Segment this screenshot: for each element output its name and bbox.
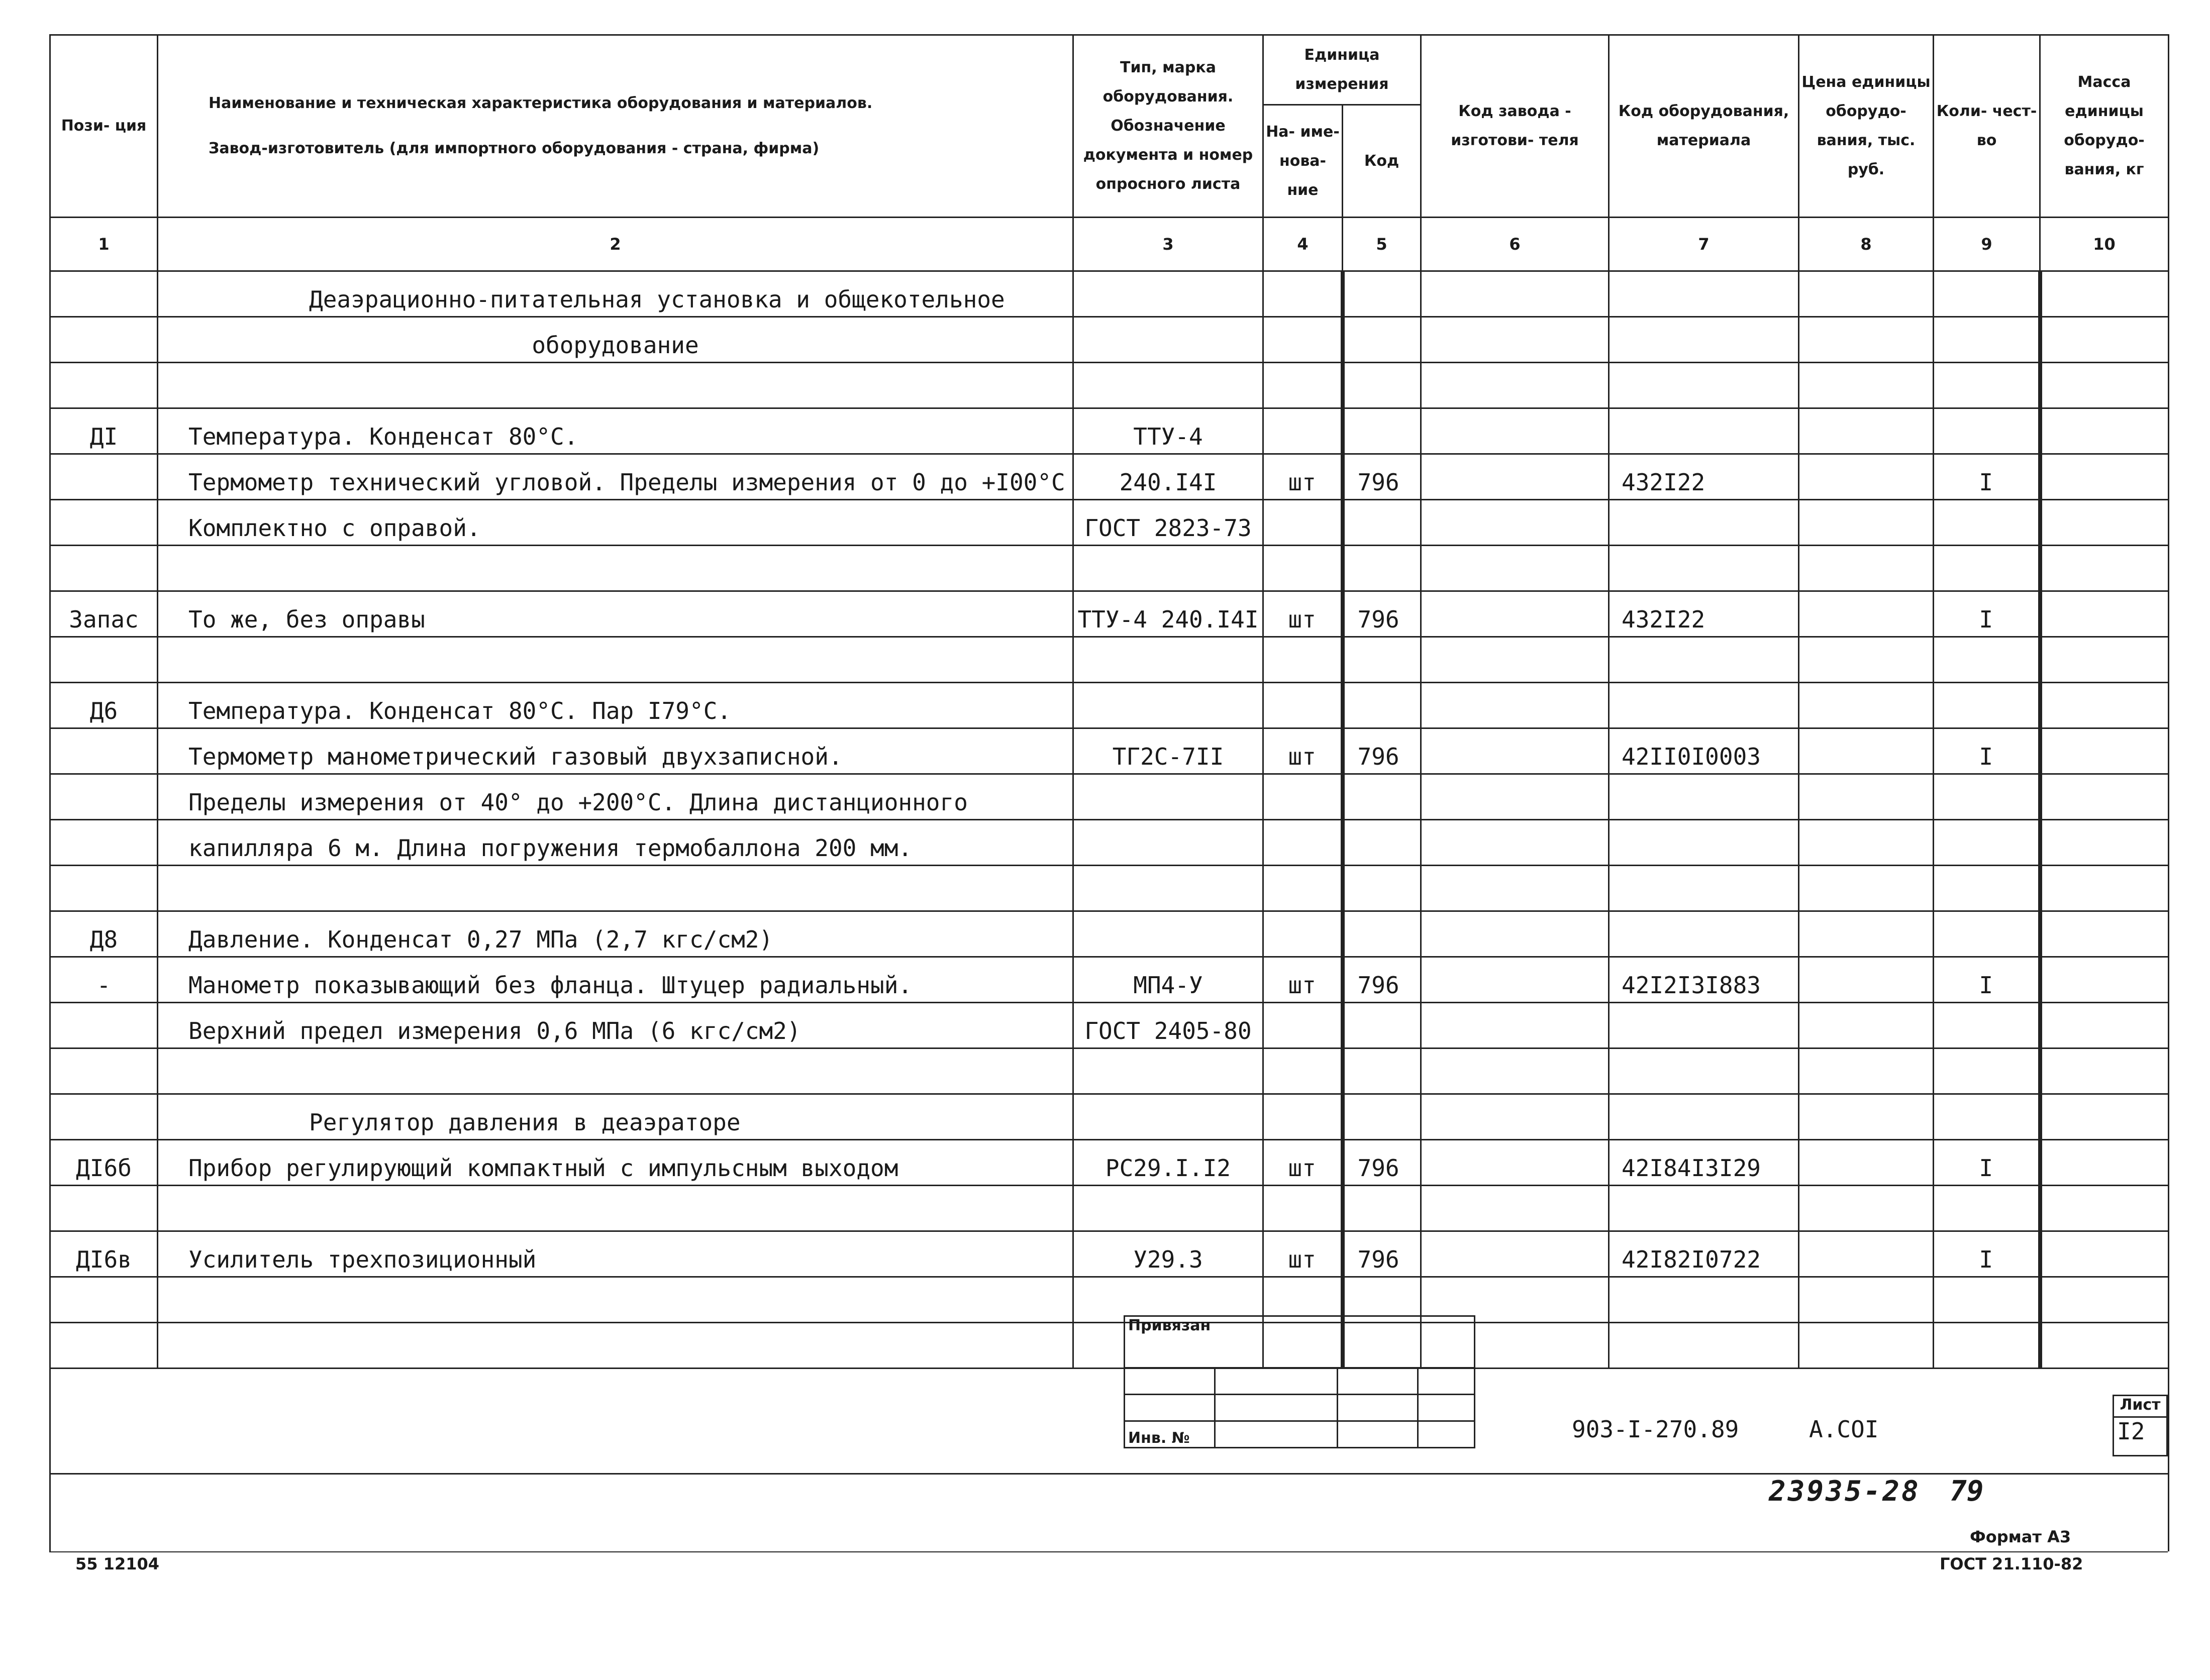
cell-equip [1609,363,1799,408]
header-unit-group: Единица измерения [1263,35,1421,105]
colnum-9: 9 [1934,218,2040,271]
cell-name: Термометр манометрический газовый двухзаписной. [158,728,1073,774]
document-code: 903-I-270.89 [1572,1416,1739,1443]
cell-mass [2040,1277,2169,1323]
cell-plant [1421,591,1609,637]
cell-qty [1934,1323,2040,1369]
cell-type: ТТУ-4 [1073,408,1263,454]
header-quantity: Коли- чест- во [1934,35,2040,218]
left-code: 55 12104 [75,1554,159,1573]
cell-equip [1609,866,1799,911]
cell-pos [50,454,158,500]
cell-qty [1934,911,2040,957]
cell-pos [50,774,158,820]
cell-equip [1609,911,1799,957]
colnum-10: 10 [2040,218,2169,271]
cell-unit [1263,500,1343,546]
cell-mass [2040,1140,2169,1186]
cell-type [1073,866,1263,911]
cell-code [1343,500,1421,546]
cell-name [158,546,1073,591]
cell-name: оборудование [158,317,1073,363]
cell-price [1799,1186,1934,1231]
cell-qty: I [1934,1231,2040,1277]
table-row [50,1048,2169,1094]
cell-mass [2040,1048,2169,1094]
cell-name [158,1277,1073,1323]
cell-plant [1421,1140,1609,1186]
cell-code [1343,637,1421,683]
cell-plant [1421,728,1609,774]
table-row [50,1186,2169,1231]
table-row [50,1094,2169,1140]
cell-code [1343,1048,1421,1094]
cell-name [158,1186,1073,1231]
header-price: Цена единицы оборудо- вания, тыс. руб. [1799,35,1934,218]
cell-unit [1263,1048,1343,1094]
cell-qty: I [1934,728,2040,774]
cell-type [1073,820,1263,866]
cell-code [1343,866,1421,911]
cell-mass [2040,911,2169,957]
cell-pos [50,1186,158,1231]
cell-plant [1421,1048,1609,1094]
colnum-8: 8 [1799,218,1934,271]
cell-qty [1934,1048,2040,1094]
cell-name: Температура. Конденсат 80°С. [158,408,1073,454]
cell-qty [1934,820,2040,866]
cell-price [1799,500,1934,546]
table-row [50,1140,2169,1186]
cell-qty [1934,866,2040,911]
cell-type [1073,637,1263,683]
gost-label: ГОСТ 21.110-82 [1940,1554,2083,1573]
cell-plant [1421,1003,1609,1048]
cell-plant [1421,546,1609,591]
cell-price [1799,866,1934,911]
cell-pos: Д6 [50,683,158,728]
colnum-3: 3 [1073,218,1263,271]
cell-code [1343,820,1421,866]
cell-plant [1421,957,1609,1003]
stamp-sheet-block [2113,1395,2168,1456]
cell-pos [50,1094,158,1140]
cell-qty [1934,363,2040,408]
header-plant-code: Код завода - изготови- теля [1421,35,1609,218]
cell-unit [1263,911,1343,957]
cell-mass [2040,408,2169,454]
cell-mass [2040,728,2169,774]
cell-equip: 42I2I3I883 [1609,957,1799,1003]
cell-pos [50,1277,158,1323]
cell-qty [1934,1003,2040,1048]
cell-unit [1263,271,1343,317]
cell-mass [2040,271,2169,317]
cell-mass [2040,1003,2169,1048]
cell-price [1799,1277,1934,1323]
cell-name: Прибор регулирующий компактный с импульсным выходом [158,1140,1073,1186]
cell-mass [2040,637,2169,683]
cell-qty: I [1934,1140,2040,1186]
cell-unit: шт [1263,454,1343,500]
cell-equip [1609,774,1799,820]
cell-mass [2040,820,2169,866]
cell-type: ТГ2С-7II [1073,728,1263,774]
cell-type [1073,546,1263,591]
cell-name: Пределы измерения от 40° до +200°С. Длина дистанционного [158,774,1073,820]
cell-type [1073,1186,1263,1231]
cell-code [1343,1186,1421,1231]
cell-mass [2040,866,2169,911]
cell-price [1799,591,1934,637]
cell-equip [1609,637,1799,683]
cell-pos [50,637,158,683]
table-row [50,500,2169,546]
cell-pos [50,546,158,591]
cell-unit [1263,546,1343,591]
cell-type: ГОСТ 2405-80 [1073,1003,1263,1048]
cell-plant [1421,271,1609,317]
cell-name: Регулятор давления в деаэраторе [158,1094,1073,1140]
cell-type [1073,683,1263,728]
cell-name: Температура. Конденсат 80°С. Пар I79°С. [158,683,1073,728]
cell-name: Термометр технический угловой. Пределы измерения от 0 до +I00°С [158,454,1073,500]
cell-type [1073,271,1263,317]
cell-plant [1421,408,1609,454]
cell-pos [50,317,158,363]
table-row [50,363,2169,408]
colnum-5: 5 [1343,218,1421,271]
cell-equip: 42I84I3I29 [1609,1140,1799,1186]
cell-mass [2040,546,2169,591]
cell-code [1343,911,1421,957]
colnum-2: 2 [158,218,1073,271]
cell-price [1799,1323,1934,1369]
cell-code: 796 [1343,454,1421,500]
cell-qty: I [1934,454,2040,500]
archive-number: 23935-28 [1769,1475,1921,1508]
cell-price [1799,1231,1934,1277]
cell-equip: 432I22 [1609,454,1799,500]
table-row [50,1277,2169,1323]
cell-equip [1609,820,1799,866]
header-equipment-code: Код оборудования, материала [1609,35,1799,218]
cell-unit [1263,820,1343,866]
cell-pos [50,1048,158,1094]
cell-qty: I [1934,957,2040,1003]
cell-price [1799,363,1934,408]
cell-pos [50,500,158,546]
cell-plant [1421,911,1609,957]
cell-unit [1263,774,1343,820]
cell-mass [2040,317,2169,363]
cell-name: Усилитель трехпозиционный [158,1231,1073,1277]
cell-qty [1934,546,2040,591]
cell-type: ГОСТ 2823-73 [1073,500,1263,546]
cell-code: 796 [1343,1231,1421,1277]
cell-equip: 42I82I0722 [1609,1231,1799,1277]
document-suffix: А.СОI [1809,1416,1879,1443]
cell-price [1799,271,1934,317]
cell-code [1343,317,1421,363]
table-row [50,591,2169,637]
footer-line [49,1551,2168,1552]
cell-unit [1263,1186,1343,1231]
cell-plant [1421,774,1609,820]
cell-qty [1934,500,2040,546]
cell-plant [1421,866,1609,911]
cell-equip [1609,408,1799,454]
header-position: Пози- ция [50,35,158,218]
cell-type [1073,774,1263,820]
cell-code: 796 [1343,591,1421,637]
cell-pos: ДI6б [50,1140,158,1186]
cell-unit: шт [1263,1231,1343,1277]
table-row [50,728,2169,774]
colnum-1: 1 [50,218,158,271]
specification-table [49,34,2169,1369]
cell-qty [1934,637,2040,683]
table-row [50,820,2169,866]
cell-type [1073,363,1263,408]
sheet-number: I2 [2114,1417,2167,1456]
header-name-line2: Завод-изготовитель (для импортного оборудования - страна, фирма) [209,140,820,157]
table-row [50,774,2169,820]
cell-code [1343,546,1421,591]
cell-name: Верхний предел измерения 0,6 МПа (6 кгс/см2) [158,1003,1073,1048]
cell-price [1799,454,1934,500]
cell-name: Давление. Конденсат 0,27 МПа (2,7 кгс/см2) [158,911,1073,957]
cell-price [1799,911,1934,957]
cell-mass [2040,683,2169,728]
cell-pos [50,728,158,774]
frame-right-line [2168,1290,2169,1551]
cell-type: РС29.I.I2 [1073,1140,1263,1186]
cell-code: 796 [1343,728,1421,774]
cell-mass [2040,1323,2169,1369]
cell-mass [2040,1094,2169,1140]
cell-type [1073,1094,1263,1140]
cell-qty [1934,317,2040,363]
stamp-inventory-label: Инв. № [1125,1421,1215,1448]
colnum-6: 6 [1421,218,1609,271]
cell-unit [1263,317,1343,363]
cell-code: 796 [1343,957,1421,1003]
cell-name: Манометр показывающий без фланца. Штуцер радиальный. [158,957,1073,1003]
cell-type: ТТУ-4 240.I4I [1073,591,1263,637]
cell-unit [1263,363,1343,408]
cell-price [1799,774,1934,820]
cell-unit [1263,683,1343,728]
cell-price [1799,1094,1934,1140]
cell-unit [1263,866,1343,911]
colnum-7: 7 [1609,218,1799,271]
cell-mass [2040,500,2169,546]
cell-equip [1609,1277,1799,1323]
cell-pos [50,363,158,408]
format-label: Формат А3 [1970,1527,2071,1546]
cell-plant [1421,317,1609,363]
cell-qty [1934,1094,2040,1140]
header-unit-code: Код [1343,105,1421,218]
cell-plant [1421,1094,1609,1140]
cell-equip [1609,500,1799,546]
cell-qty: I [1934,591,2040,637]
cell-plant [1421,454,1609,500]
archive-sheet: 79 [1950,1475,1984,1508]
cell-plant [1421,820,1609,866]
cell-equip: 42II0I0003 [1609,728,1799,774]
header-type: Тип, марка оборудования. Обозначение документа и номер опросного листа [1073,35,1263,218]
cell-price [1799,1003,1934,1048]
table-row [50,866,2169,911]
cell-unit: шт [1263,1140,1343,1186]
cell-type [1073,1048,1263,1094]
cell-unit: шт [1263,957,1343,1003]
table-row [50,683,2169,728]
table-row [50,546,2169,591]
header-name-line1: Наименование и техническая характеристика оборудования и материалов. [209,94,873,112]
cell-price [1799,1048,1934,1094]
cell-code [1343,774,1421,820]
table-row [50,1003,2169,1048]
cell-pos: - [50,957,158,1003]
sheet-label: Лист [2114,1396,2167,1417]
cell-mass [2040,774,2169,820]
cell-type [1073,317,1263,363]
cell-price [1799,1140,1934,1186]
cell-price [1799,637,1934,683]
cell-price [1799,820,1934,866]
cell-equip [1609,1186,1799,1231]
cell-qty [1934,683,2040,728]
cell-name: То же, без оправы [158,591,1073,637]
cell-unit [1263,1094,1343,1140]
cell-plant [1421,363,1609,408]
cell-name [158,637,1073,683]
cell-name [158,1048,1073,1094]
cell-mass [2040,1231,2169,1277]
cell-unit [1263,408,1343,454]
table-row [50,1323,2169,1369]
cell-unit [1263,1003,1343,1048]
cell-qty [1934,774,2040,820]
frame-left-line [49,1290,51,1551]
table-row [50,271,2169,317]
cell-equip [1609,317,1799,363]
cell-type: МП4-У [1073,957,1263,1003]
cell-plant [1421,1186,1609,1231]
cell-equip [1609,1048,1799,1094]
stamp-bound-block [1124,1315,1475,1448]
cell-qty [1934,408,2040,454]
cell-equip [1609,1003,1799,1048]
cell-name: Деаэрационно-питательная установка и общекотельное [158,271,1073,317]
cell-plant [1421,683,1609,728]
cell-name: Комплектно с оправой. [158,500,1073,546]
cell-pos [50,866,158,911]
cell-price [1799,957,1934,1003]
cell-type: У29.3 [1073,1231,1263,1277]
table-row [50,637,2169,683]
cell-pos [50,1323,158,1369]
cell-code [1343,1094,1421,1140]
header-unit-name: На- име- нова- ние [1263,105,1343,218]
cell-type: 240.I4I [1073,454,1263,500]
cell-pos: Запас [50,591,158,637]
cell-unit: шт [1263,728,1343,774]
cell-equip [1609,271,1799,317]
cell-pos [50,271,158,317]
cell-pos: ДI6в [50,1231,158,1277]
cell-mass [2040,454,2169,500]
table-row [50,317,2169,363]
cell-mass [2040,1186,2169,1231]
cell-pos: Д8 [50,911,158,957]
table-row [50,1231,2169,1277]
cell-code [1343,408,1421,454]
cell-code: 796 [1343,1140,1421,1186]
table-row [50,454,2169,500]
cell-price [1799,728,1934,774]
cell-code [1343,271,1421,317]
cell-pos [50,1003,158,1048]
cell-price [1799,683,1934,728]
cell-pos: ДI [50,408,158,454]
cell-plant [1421,637,1609,683]
table-row [50,408,2169,454]
cell-unit: шт [1263,591,1343,637]
cell-name [158,363,1073,408]
cell-unit [1263,637,1343,683]
cell-equip [1609,546,1799,591]
cell-equip [1609,1094,1799,1140]
cell-name [158,866,1073,911]
cell-mass [2040,957,2169,1003]
cell-price [1799,546,1934,591]
table-row [50,911,2169,957]
cell-qty [1934,1186,2040,1231]
cell-qty [1934,1277,2040,1323]
stamp-bound-label: Привязан [1125,1316,1475,1368]
cell-mass [2040,591,2169,637]
cell-pos [50,820,158,866]
cell-type [1073,911,1263,957]
cell-price [1799,317,1934,363]
cell-plant [1421,1231,1609,1277]
cell-plant [1421,500,1609,546]
cell-price [1799,408,1934,454]
frame-bottom-line [49,1473,2168,1475]
cell-code [1343,683,1421,728]
cell-equip [1609,1323,1799,1369]
cell-equip [1609,683,1799,728]
table-row [50,957,2169,1003]
cell-qty [1934,271,2040,317]
cell-name [158,1323,1073,1369]
cell-mass [2040,363,2169,408]
cell-code [1343,1003,1421,1048]
cell-name: капилляра 6 м. Длина погружения термобаллона 200 мм. [158,820,1073,866]
header-name [158,35,1073,218]
cell-equip: 432I22 [1609,591,1799,637]
colnum-4: 4 [1263,218,1343,271]
header-mass: Масса единицы оборудо- вания, кг [2040,35,2169,218]
cell-code [1343,363,1421,408]
